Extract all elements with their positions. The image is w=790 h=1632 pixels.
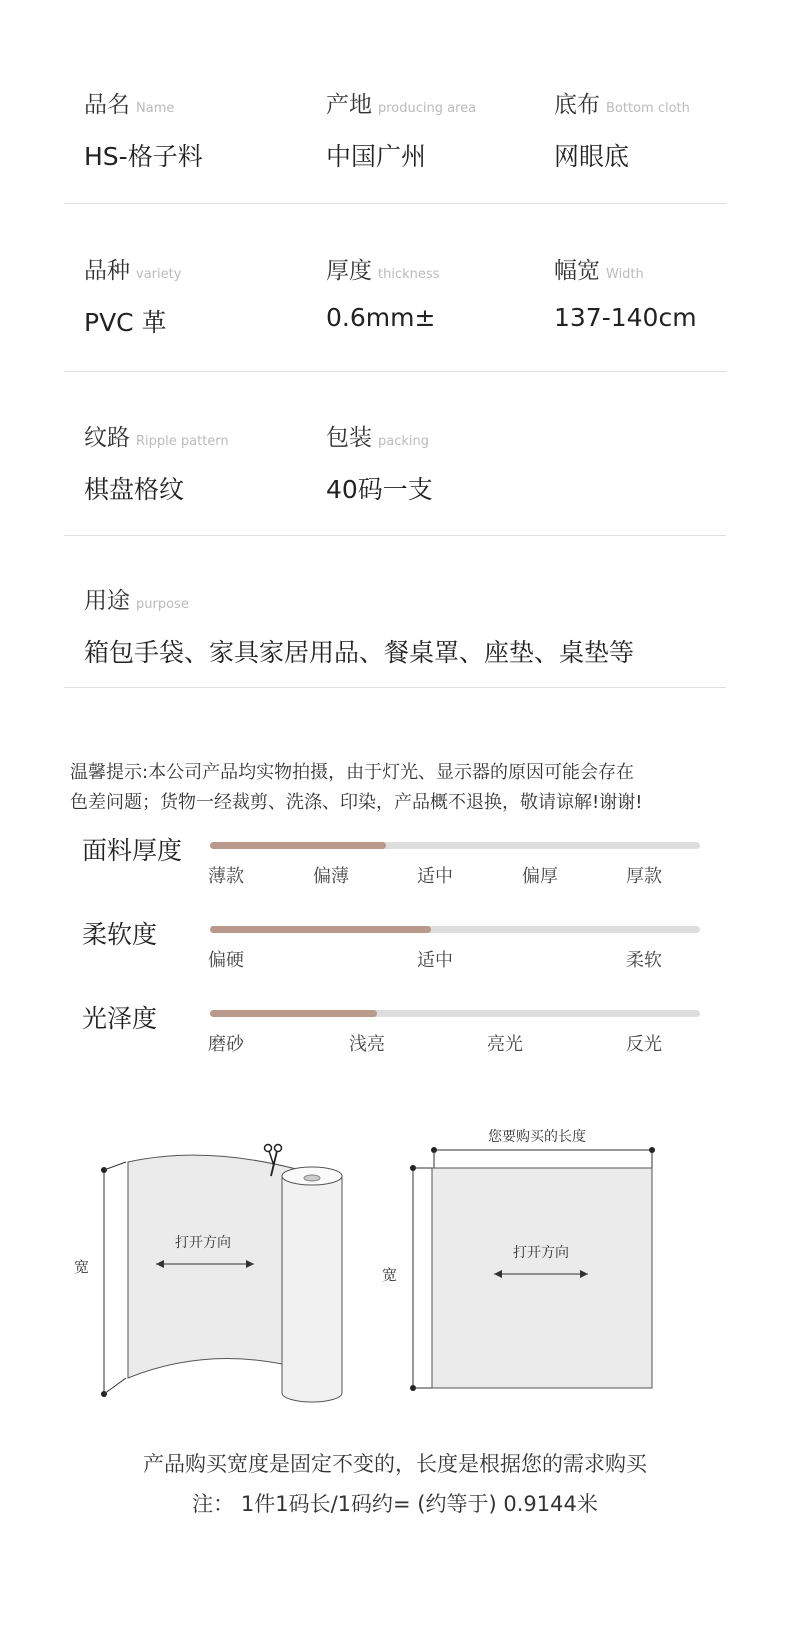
roll-core xyxy=(304,1175,320,1181)
scale-tick: 柔软 xyxy=(626,950,662,971)
notice-line: 温馨提示:本公司产品均实物拍摄，由于灯光、显示器的原因可能会存在 xyxy=(70,762,635,783)
spec-origin xyxy=(326,86,476,173)
open-direction-label: 打开方向 xyxy=(513,1245,569,1261)
divider xyxy=(64,535,726,536)
spec-value: 棋盘格纹 xyxy=(84,475,185,504)
spec-value: PVC 革 xyxy=(84,308,167,337)
scale-track xyxy=(210,926,700,933)
extension-line xyxy=(104,1162,126,1170)
footer-note: 产品购买宽度是固定不变的，长度是根据您的需求购买 xyxy=(143,1452,647,1476)
extension-line xyxy=(104,1378,126,1394)
scale-track xyxy=(210,842,700,849)
spec-label-en: variety xyxy=(136,267,182,282)
spec-label-en: packing xyxy=(378,434,429,449)
scale-tick: 磨砂 xyxy=(208,1034,244,1055)
spec-base xyxy=(554,86,690,173)
scale-tick: 适中 xyxy=(417,866,453,887)
spec-thickness xyxy=(326,252,439,332)
scale-fill xyxy=(210,1010,377,1017)
spec-variety xyxy=(84,252,181,339)
scale-fill xyxy=(210,842,386,849)
divider xyxy=(64,203,726,204)
spec-label: 包装 xyxy=(326,425,372,451)
scale-tick: 厚款 xyxy=(626,866,662,887)
scale-tick: 偏薄 xyxy=(313,866,349,887)
scale-tick: 偏厚 xyxy=(522,866,558,887)
spec-texture xyxy=(84,419,229,506)
spec-width xyxy=(554,252,697,332)
spec-name xyxy=(84,86,203,173)
spec-value: 137-140cm xyxy=(554,303,697,332)
spec-label-en: thickness xyxy=(378,267,440,282)
spec-label-en: purpose xyxy=(136,597,189,612)
spec-value: 箱包手袋、家具家居用品、餐桌罩、座垫、桌垫等 xyxy=(84,638,635,667)
spec-label: 纹路 xyxy=(84,425,130,451)
fabric-sheet xyxy=(128,1155,300,1378)
footer-conversion: 注： 1件1码长/1码约= (约等于) 0.9144米 xyxy=(192,1492,598,1516)
spec-label-en: Bottom cloth xyxy=(606,101,690,116)
scale-title: 光泽度 xyxy=(82,1004,158,1033)
spec-value: 40码一支 xyxy=(326,475,433,504)
scale-title: 面料厚度 xyxy=(82,836,183,865)
spec-label: 底布 xyxy=(554,92,600,118)
fabric-sheet xyxy=(432,1168,652,1388)
spec-label: 品种 xyxy=(84,258,130,284)
scale-tick: 浅亮 xyxy=(349,1034,385,1055)
scale-tick: 薄款 xyxy=(208,866,244,887)
scale-title: 柔软度 xyxy=(82,920,158,949)
scale-fill xyxy=(210,926,431,933)
spec-value: 网眼底 xyxy=(554,142,630,171)
spec-label-en: Width xyxy=(606,267,644,282)
spec-packing xyxy=(326,419,433,506)
length-label: 您要购买的长度 xyxy=(488,1129,586,1145)
spec-label: 幅宽 xyxy=(554,258,600,284)
divider xyxy=(64,687,726,688)
fabric-diagram xyxy=(0,1110,790,1420)
spec-label-en: Ripple pattern xyxy=(136,434,229,449)
notice-line: 色差问题；货物一经裁剪、洗涤、印染，产品概不退换，敬请谅解!谢谢! xyxy=(70,792,643,813)
spec-value: HS-格子料 xyxy=(84,142,203,171)
scale-tick: 反光 xyxy=(626,1034,662,1055)
open-direction-label: 打开方向 xyxy=(175,1235,231,1251)
fabric-roll xyxy=(282,1176,342,1402)
width-label: 宽 xyxy=(382,1266,398,1284)
divider xyxy=(64,371,726,372)
spec-label: 用途 xyxy=(84,588,130,614)
spec-label: 品名 xyxy=(84,92,130,118)
scale-tick: 偏硬 xyxy=(208,950,244,971)
scale-tick: 亮光 xyxy=(487,1034,523,1055)
scale-track xyxy=(210,1010,700,1017)
fabric-roll-illustration xyxy=(74,1145,342,1403)
fabric-sheet-illustration xyxy=(382,1128,655,1391)
spec-label: 产地 xyxy=(326,92,372,118)
spec-value: 中国广州 xyxy=(326,142,427,171)
spec-purpose xyxy=(84,582,634,669)
spec-label: 厚度 xyxy=(326,258,372,284)
spec-value: 0.6mm± xyxy=(326,303,436,332)
spec-label-en: Name xyxy=(136,101,175,116)
width-label: 宽 xyxy=(74,1258,90,1276)
spec-label-en: producing area xyxy=(378,101,477,116)
notice-text xyxy=(70,758,750,818)
scale-tick: 适中 xyxy=(417,950,453,971)
